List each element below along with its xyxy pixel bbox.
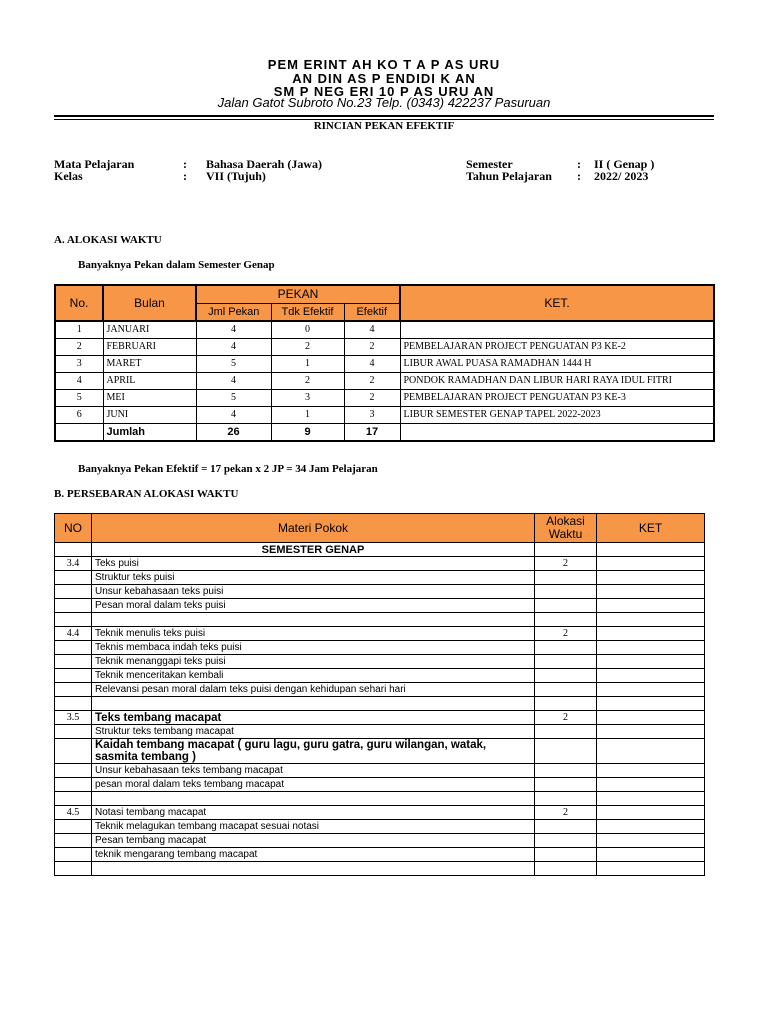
- materi-ket-cell: [597, 613, 705, 627]
- materi-alokasi-cell: [535, 613, 597, 627]
- materi-no-cell: [55, 739, 92, 764]
- semester-value: II ( Genap ): [594, 157, 655, 171]
- materi-ket-cell: [597, 669, 705, 683]
- materi-alokasi-cell: 2: [535, 711, 597, 725]
- month-ket-cell: PEMBELAJARAN PROJECT PENGUATAN P3 KE-2: [400, 338, 714, 355]
- materi-text-cell: Notasi tembang macapat: [92, 806, 535, 820]
- month-name-cell: FEBRUARI: [103, 338, 196, 355]
- month-jml-cell: 4: [196, 406, 271, 423]
- materi-alokasi-cell: 2: [535, 806, 597, 820]
- col-no-header-b: NO: [55, 514, 92, 543]
- month-row: [55, 355, 714, 372]
- total-tdk: 9: [271, 423, 344, 441]
- materi-no-cell: [55, 599, 92, 613]
- materi-alokasi-cell: [535, 862, 597, 876]
- mapel-value: Bahasa Daerah (Jawa): [206, 157, 322, 171]
- materi-alokasi-cell: [535, 599, 597, 613]
- tahun-colon: :: [577, 169, 581, 183]
- materi-text-cell: [92, 792, 535, 806]
- materi-text-cell: [92, 613, 535, 627]
- materi-row: [55, 725, 705, 739]
- materi-row: [55, 669, 705, 683]
- col-tdk-header: Tdk Efektif: [271, 303, 344, 321]
- materi-ket-cell: [597, 834, 705, 848]
- month-jml-cell: 5: [196, 355, 271, 372]
- materi-row: [55, 683, 705, 697]
- materi-row: [55, 711, 705, 725]
- materi-ket-cell: [597, 764, 705, 778]
- mapel-colon: :: [183, 157, 187, 171]
- materi-no-cell: [55, 862, 92, 876]
- materi-alokasi-cell: [535, 792, 597, 806]
- tahun-label: Tahun Pelajaran: [466, 169, 552, 183]
- materi-alokasi-cell: 2: [535, 627, 597, 641]
- total-no-cell: [55, 423, 103, 441]
- materi-text-cell: Teknik melagukan tembang macapat sesuai notasi: [92, 820, 535, 834]
- materi-ket-cell: [597, 711, 705, 725]
- materi-row: [55, 641, 705, 655]
- col-materi-header: Materi Pokok: [92, 514, 535, 543]
- materi-alokasi-cell: [535, 778, 597, 792]
- total-efektif: 17: [344, 423, 400, 441]
- month-row: [55, 321, 714, 339]
- month-no-cell: 1: [55, 321, 103, 339]
- materi-ket-cell: [597, 848, 705, 862]
- col-ket-header-b: KET: [597, 514, 705, 543]
- materi-text-cell: Unsur kebahasaan teks tembang macapat: [92, 764, 535, 778]
- materi-alokasi-cell: [535, 725, 597, 739]
- letterhead-line-3: SM P NEG ERI 10 P AS URU AN: [273, 84, 495, 99]
- col-alokasi-header: Alokasi Waktu: [535, 514, 597, 543]
- pekan-efektif-table: [54, 284, 715, 442]
- col-bulan-header: Bulan: [103, 285, 196, 321]
- materi-text-cell: Teknis membaca indah teks puisi: [92, 641, 535, 655]
- materi-text-cell: Pesan moral dalam teks puisi: [92, 599, 535, 613]
- materi-row: [55, 820, 705, 834]
- month-row: [55, 372, 714, 389]
- materi-row: [55, 739, 705, 764]
- materi-no-cell: [55, 641, 92, 655]
- materi-ket-cell: [597, 641, 705, 655]
- materi-no-cell: [55, 613, 92, 627]
- materi-row: [55, 862, 705, 876]
- semester-row-ket: [597, 543, 705, 557]
- materi-alokasi-cell: [535, 739, 597, 764]
- semester-colon: :: [577, 157, 581, 171]
- materi-row: [55, 764, 705, 778]
- col-pekan-header: PEKAN: [196, 285, 400, 303]
- materi-no-cell: [55, 683, 92, 697]
- materi-no-cell: [55, 725, 92, 739]
- persebaran-table: [54, 513, 705, 876]
- month-efektif-cell: 2: [344, 389, 400, 406]
- materi-alokasi-cell: [535, 571, 597, 585]
- materi-text-cell: Struktur teks tembang macapat: [92, 725, 535, 739]
- month-tdk-cell: 1: [271, 406, 344, 423]
- month-no-cell: 3: [55, 355, 103, 372]
- materi-alokasi-cell: [535, 641, 597, 655]
- col-efektif-header: Efektif: [344, 303, 400, 321]
- materi-ket-cell: [597, 683, 705, 697]
- materi-no-cell: [55, 792, 92, 806]
- month-no-cell: 5: [55, 389, 103, 406]
- materi-text-cell: Teks tembang macapat: [92, 711, 535, 725]
- materi-ket-cell: [597, 778, 705, 792]
- month-name-cell: MEI: [103, 389, 196, 406]
- month-ket-cell: PONDOK RAMADHAN DAN LIBUR HARI RAYA IDUL FITRI: [400, 372, 714, 389]
- month-no-cell: 4: [55, 372, 103, 389]
- materi-row: [55, 599, 705, 613]
- materi-row: [55, 571, 705, 585]
- mapel-label: Mata Pelajaran: [54, 157, 135, 171]
- month-jml-cell: 4: [196, 372, 271, 389]
- materi-ket-cell: [597, 655, 705, 669]
- materi-no-cell: [55, 571, 92, 585]
- materi-row: [55, 848, 705, 862]
- letterhead-rule: [54, 115, 714, 117]
- materi-row: [55, 697, 705, 711]
- materi-no-cell: [55, 834, 92, 848]
- semester-label: Semester: [466, 157, 513, 171]
- materi-row: [55, 557, 705, 571]
- materi-no-cell: [55, 585, 92, 599]
- semester-row-label: SEMESTER GENAP: [92, 543, 535, 557]
- materi-text-cell: Pesan tembang macapat: [92, 834, 535, 848]
- month-jml-cell: 5: [196, 389, 271, 406]
- materi-text-cell: teknik mengarang tembang macapat: [92, 848, 535, 862]
- materi-row: [55, 627, 705, 641]
- month-tdk-cell: 1: [271, 355, 344, 372]
- document-title: RINCIAN PEKAN EFEKTIF: [313, 120, 455, 132]
- materi-alokasi-cell: [535, 585, 597, 599]
- materi-ket-cell: [597, 627, 705, 641]
- materi-ket-cell: [597, 599, 705, 613]
- materi-ket-cell: [597, 820, 705, 834]
- month-tdk-cell: 0: [271, 321, 344, 339]
- month-ket-cell: LIBUR SEMESTER GENAP TAPEL 2022-2023: [400, 406, 714, 423]
- letterhead-line-2: AN DIN AS P ENDIDI K AN: [292, 71, 476, 86]
- month-row: [55, 389, 714, 406]
- materi-ket-cell: [597, 571, 705, 585]
- letterhead-line-1: PEM ERINT AH KO T A P AS URU: [267, 57, 501, 72]
- kelas-value: VII (Tujuh): [206, 169, 266, 183]
- materi-ket-cell: [597, 792, 705, 806]
- semester-row-aw: [535, 543, 597, 557]
- month-ket-cell: LIBUR AWAL PUASA RAMADHAN 1444 H: [400, 355, 714, 372]
- materi-text-cell: [92, 697, 535, 711]
- month-ket-cell: [400, 321, 714, 339]
- month-efektif-cell: 2: [344, 338, 400, 355]
- materi-no-cell: [55, 669, 92, 683]
- materi-row: [55, 613, 705, 627]
- materi-alokasi-cell: [535, 669, 597, 683]
- materi-no-cell: [55, 655, 92, 669]
- kelas-colon: :: [183, 169, 187, 183]
- col-no-header: No.: [55, 285, 103, 321]
- month-efektif-cell: 4: [344, 355, 400, 372]
- month-name-cell: APRIL: [103, 372, 196, 389]
- materi-no-cell: [55, 697, 92, 711]
- month-efektif-cell: 3: [344, 406, 400, 423]
- materi-text-cell: Relevansi pesan moral dalam teks puisi dengan kehidupan sehari hari: [92, 683, 535, 697]
- month-tdk-cell: 2: [271, 338, 344, 355]
- materi-text-cell: Kaidah tembang macapat ( guru lagu, guru gatra, guru wilangan, watak, sasmita tembang ): [92, 739, 535, 764]
- materi-ket-cell: [597, 862, 705, 876]
- month-tdk-cell: 2: [271, 372, 344, 389]
- month-row: [55, 406, 714, 423]
- materi-ket-cell: [597, 585, 705, 599]
- col-ket-header: KET.: [400, 285, 714, 321]
- materi-row: [55, 585, 705, 599]
- materi-no-cell: [55, 764, 92, 778]
- materi-alokasi-cell: 2: [535, 557, 597, 571]
- materi-text-cell: Unsur kebahasaan teks puisi: [92, 585, 535, 599]
- pekan-summary: Banyaknya Pekan Efektif = 17 pekan x 2 JP = 34 Jam Pelajaran: [78, 463, 378, 475]
- col-jml-header: Jml Pekan: [196, 303, 271, 321]
- materi-ket-cell: [597, 697, 705, 711]
- materi-no-cell: 3.4: [55, 557, 92, 571]
- materi-text-cell: Teknik menulis teks puisi: [92, 627, 535, 641]
- materi-ket-cell: [597, 725, 705, 739]
- materi-row: [55, 792, 705, 806]
- materi-text-cell: Struktur teks puisi: [92, 571, 535, 585]
- materi-text-cell: [92, 862, 535, 876]
- month-name-cell: JUNI: [103, 406, 196, 423]
- materi-text-cell: Teks puisi: [92, 557, 535, 571]
- month-no-cell: 6: [55, 406, 103, 423]
- month-jml-cell: 4: [196, 338, 271, 355]
- materi-alokasi-cell: [535, 820, 597, 834]
- letterhead-address: Jalan Gatot Subroto No.23 Telp. (0343) 422237 Pasuruan: [217, 95, 551, 110]
- section-a-heading: A. ALOKASI WAKTU: [54, 234, 162, 246]
- materi-ket-cell: [597, 739, 705, 764]
- materi-no-cell: 4.5: [55, 806, 92, 820]
- materi-no-cell: [55, 848, 92, 862]
- month-name-cell: JANUARI: [103, 321, 196, 339]
- materi-alokasi-cell: [535, 655, 597, 669]
- month-efektif-cell: 4: [344, 321, 400, 339]
- month-ket-cell: PEMBELAJARAN PROJECT PENGUATAN P3 KE-3: [400, 389, 714, 406]
- materi-no-cell: 4.4: [55, 627, 92, 641]
- total-label: Jumlah: [103, 423, 196, 441]
- materi-row: [55, 655, 705, 669]
- tahun-value: 2022/ 2023: [594, 169, 649, 183]
- section-a-subheading: Banyaknya Pekan dalam Semester Genap: [78, 259, 275, 271]
- materi-alokasi-cell: [535, 848, 597, 862]
- materi-alokasi-cell: [535, 834, 597, 848]
- total-jml: 26: [196, 423, 271, 441]
- total-ket-cell: [400, 423, 714, 441]
- materi-alokasi-cell: [535, 764, 597, 778]
- materi-ket-cell: [597, 806, 705, 820]
- month-row: [55, 338, 714, 355]
- materi-text-cell: Teknik menceritakan kembali: [92, 669, 535, 683]
- materi-ket-cell: [597, 557, 705, 571]
- month-no-cell: 2: [55, 338, 103, 355]
- materi-alokasi-cell: [535, 697, 597, 711]
- materi-row: [55, 806, 705, 820]
- materi-no-cell: 3.5: [55, 711, 92, 725]
- month-name-cell: MARET: [103, 355, 196, 372]
- section-b-heading: B. PERSEBARAN ALOKASI WAKTU: [54, 488, 239, 500]
- materi-text-cell: Teknik menanggapi teks puisi: [92, 655, 535, 669]
- materi-alokasi-cell: [535, 683, 597, 697]
- month-tdk-cell: 3: [271, 389, 344, 406]
- materi-no-cell: [55, 778, 92, 792]
- month-jml-cell: 4: [196, 321, 271, 339]
- materi-no-cell: [55, 820, 92, 834]
- month-efektif-cell: 2: [344, 372, 400, 389]
- materi-text-cell: pesan moral dalam teks tembang macapat: [92, 778, 535, 792]
- kelas-label: Kelas: [54, 169, 83, 183]
- materi-row: [55, 778, 705, 792]
- semester-row-no: [55, 543, 92, 557]
- materi-row: [55, 834, 705, 848]
